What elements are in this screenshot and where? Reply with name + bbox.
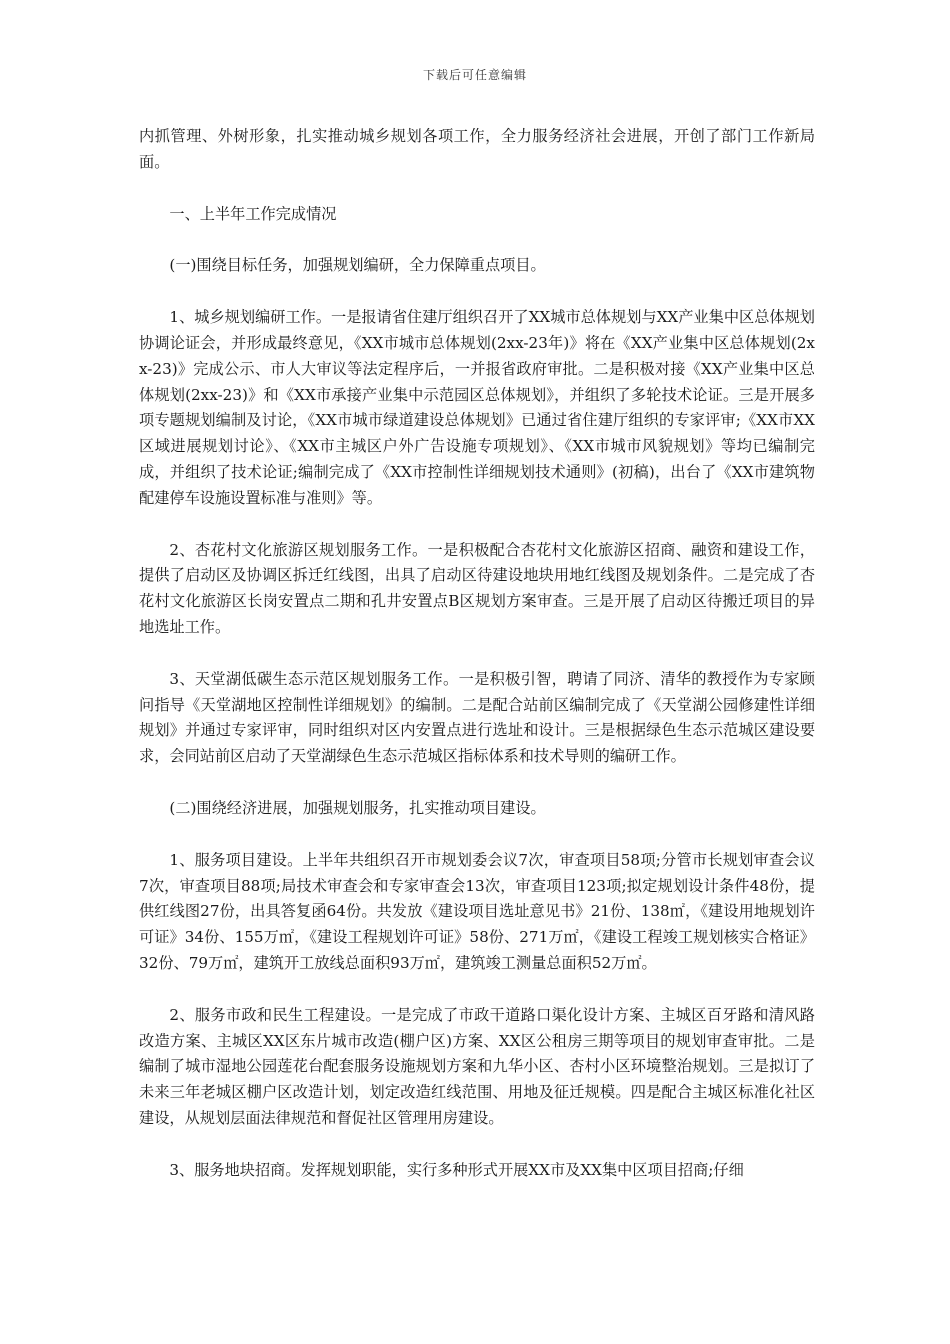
paragraph-tiantanghu-planning: 3、天堂湖低碳生态示范区规划服务工作。一是积极引智，聘请了同济、清华的教授作为专家顾问指导《天堂湖地区控制性详细规划》的编制。二是配合站前区编制完成了《天堂湖公园修建性详细规划》并通过专家评审，同时组织对区内安置点进行选址和设计。三是根据绿色生态示范城区建设要求，会同站前区启动了天堂湖绿色生态示范城区指标体系和技术导则的编研工作。	[139, 669, 815, 766]
paragraph-municipal-service: 2、服务市政和民生工程建设。一是完成了市政干道路口渠化设计方案、主城区百牙路和清风路改造方案、主城区XX区东片城市改造(棚户区)方案、XX区公租房三期等项目的规划审查审批。二是编制了城市湿地公园莲花台配套服务设施规划方案和九华小区、杏村小区环境整治规划。三是拟订了未来三年老城区棚户区改造计划，划定改造红线范围、用地及征迁规模。四是配合主城区标准化社区建设，从规划层面法律规范和督促社区管理用房建设。	[139, 1005, 815, 1127]
paragraph-project-service: 1、服务项目建设。上半年共组织召开市规划委会议7次，审查项目58项;分管市长规划审查会议7次，审查项目88项;局技术审查会和专家审查会13次，审查项目123项;拟定规划设计条件48份，提供红线图27份，出具答复函64份。共发放《建设项目选址意见书》21份、138㎡，《建设用地规划许可证》34份、155万㎡，《建设工程规划许可证》58份、271万㎡，《建设工程竣工规划核实合格证》32份、79万㎡，建筑开工放线总面积93万㎡，建筑竣工测量总面积52万㎡。	[139, 850, 815, 972]
paragraph-xinghuacun-planning: 2、杏花村文化旅游区规划服务工作。一是积极配合杏花村文化旅游区招商、融资和建设工作，提供了启动区及协调区拆迁红线图，出具了启动区待建设地块用地红线图及规划条件。二是完成了杏花村文化旅游区长岗安置点二期和孔井安置点B区规划方案审查。三是开展了启动区待搬迁项目的异地选址工作。	[139, 540, 815, 636]
subsection-heading-1: (一)围绕目标任务，加强规划编研，全力保障重点项目。	[169, 256, 546, 275]
document-body	[139, 124, 815, 1210]
paragraph-intro-continuation: 内抓管理、外树形象，扎实推动城乡规划各项工作，全力服务经济社会进展，开创了部门工作新局面。	[139, 127, 815, 171]
paragraph-planning-research: 1、城乡规划编研工作。一是报请省住建厅组织召开了XX城市总体规划与XX产业集中区总体规划协调论证会，并形成最终意见，《XX市城市总体规划(2xx-23年)》将在《XX产业集中区总体规划(2xx-23)》完成公示、市人大审议等法定程序后，一并报省政府审批。二是积极对接《XX产业集中区总体规划(2xx-23)》和《XX市承接产业集中示范园区总体规划》，并组织了多轮技术论证。三是开展多项专题规划编制及讨论，《XX市城市绿道建设总体规划》已通过省住建厅组织的专家评审;《XX市XX区域进展规划讨论》、《XX市主城区户外广告设施专项规划》、《XX市城市风貌规划》等均已编制完成，并组织了技术论证;编制完成了《XX市控制性详细规划技术通则》(初稿)，出台了《XX市建筑物配建停车设施设置标准与准则》等。	[139, 308, 815, 507]
page-header-note: 下载后可任意编辑	[422, 68, 527, 82]
subsection-heading-2: (二)围绕经济进展，加强规划服务，扎实推动项目建设。	[169, 798, 546, 817]
section-heading-1: 一、上半年工作完成情况	[169, 204, 337, 223]
paragraph-land-investment: 3、服务地块招商。发挥规划职能，实行多种形式开展XX市及XX集中区项目招商;仔细	[169, 1160, 744, 1179]
